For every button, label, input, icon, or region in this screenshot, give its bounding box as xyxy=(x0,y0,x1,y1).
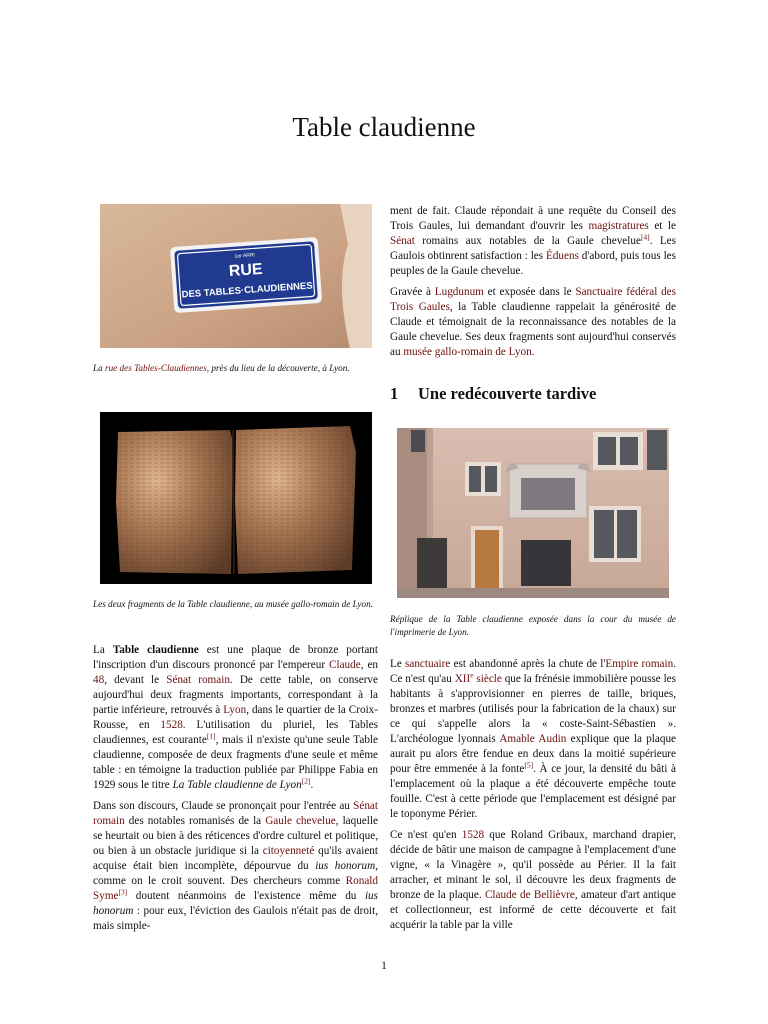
footnote-ref-4[interactable]: [4] xyxy=(640,232,650,242)
figure-caption-street-sign: La rue des Tables-Claudiennes, près du lieu de la découverte, à Lyon. xyxy=(93,363,350,373)
street-sign-photo xyxy=(100,204,372,348)
link-senat[interactable]: Sénat xyxy=(390,235,415,247)
footnote-ref-1[interactable]: [1] xyxy=(206,731,216,741)
link-claude[interactable]: Claude xyxy=(329,659,361,671)
link-magistratures[interactable]: magistratures xyxy=(588,220,649,232)
figure-street-sign xyxy=(100,204,372,348)
paragraph-discours: Dans son discours, Claude se prononçait pour l'entrée au Sénat romain des notables romanisés de la Gaule chevelue, laquelle se heurtait ou bien à des réticences d'ordre culturel et politique, ou bien à un obstacle juridique si la citoyenneté qu'ils avaient acquise était bien incomplète, dépourvue du ius honorum, comme on le croit souvent. Des chercheurs comme Ronald Syme[3] doutent néanmoins de l'existence même du ius honorum : pour eux, l'éviction des Gaulois n'était pas de droit, mais simple- xyxy=(93,800,379,932)
link-ronald-syme[interactable]: Ronald Syme xyxy=(93,875,378,902)
link-eduens[interactable]: Éduens xyxy=(546,250,579,262)
sign-line-sub: DES TABLES·CLAUDIENNES xyxy=(181,280,313,301)
link-musee-gallo-romain[interactable]: musée gallo-romain de Lyon xyxy=(403,346,532,358)
figure-caption-courtyard: Réplique de la Table claudienne exposée dans la cour du musée de l'imprimerie de Lyon. xyxy=(390,614,676,637)
left-column xyxy=(93,643,378,940)
page-title: Table claudienne xyxy=(292,112,476,142)
sign-line-small: 1er ARRt xyxy=(234,252,256,260)
footnote-ref-5[interactable]: [5] xyxy=(524,760,534,770)
link-senat-romain-2[interactable]: Sénat romain xyxy=(93,800,378,827)
link-lugdunum[interactable]: Lugdunum xyxy=(434,286,484,298)
footnote-ref-3[interactable]: [3] xyxy=(118,887,128,897)
section-heading xyxy=(390,384,680,404)
link-amable-audin[interactable]: Amable Audin xyxy=(499,733,567,745)
link-xiie-siecle[interactable]: XIIe siècle xyxy=(454,670,502,685)
right-column-bottom xyxy=(390,657,676,939)
page-number: 1 xyxy=(381,960,387,972)
figure-courtyard xyxy=(397,428,669,598)
link-1528-2[interactable]: 1528 xyxy=(461,829,485,841)
paragraph-gravee: Gravée à Lugdunum et exposée dans le Sanctuaire fédéral des Trois Gaules, la Table claudienne rappelait la générosité de Claude et témoignait de la reconnaissance des notables de la Gaule chevelue. Ses deux fragments sont aujourd'hui conservés au musée gallo-romain de Lyon. xyxy=(390,286,676,358)
link-48[interactable]: 48 xyxy=(93,674,105,686)
section-number: 1 xyxy=(390,384,399,403)
footnote-ref-2[interactable]: [2] xyxy=(301,776,311,786)
link-claude-de-bellievre[interactable]: Claude de Bellièvre xyxy=(484,889,575,901)
link-sanctuaire-federal[interactable]: Sanctuaire fédéral des Trois Gaules xyxy=(390,286,676,313)
link-sanctuaire[interactable]: sanctuaire xyxy=(405,658,451,670)
bronze-table-photo xyxy=(100,412,372,584)
figure-bronze-table xyxy=(100,412,372,584)
link-rue-tables-claudiennes[interactable]: rue des Tables-Claudiennes xyxy=(105,363,207,373)
figure-caption-bronze-table: Les deux fragments de la Table claudienne, au musée gallo-romain de Lyon. xyxy=(93,599,373,609)
link-citoyennete[interactable]: citoyenneté xyxy=(262,845,315,857)
paragraph-intro: La Table claudienne est une plaque de bronze portant l'inscription d'un discours prononcé par l'empereur Claude, en 48, devant le Sénat romain. De cette table, on conserve aujourd'hui deux fragments importants, correspondant à la partie inférieure, retrouvés à Lyon, dans le quartier de la Croix-Rousse, en 1528. L'utilisation du pluriel, les Tables claudiennes, est courante[1], mais il n'existe qu'une seule Table claudienne, composée de deux fragments d'une seule et même table : en témoigne la traduction publiée par Philippe Fabia en 1929 sous le titre La Table claudienne de Lyon[2]. xyxy=(93,644,379,791)
sign-line-big: RUE xyxy=(228,260,264,281)
section-title: Une redécouverte tardive xyxy=(418,384,597,403)
paragraph-gribaux: Ce n'est qu'en 1528 que Roland Gribaux, marchand drapier, décide de bâtir une maison de campagne à l'emplacement d'une vigne, « la Vinagère », qu'il possède au Périer. Il la fait arracher, et minant le sol, il découvre les deux fragments de bronze de la plaque. Claude de Bellièvre, amateur d'art antique et collectionneur, est informé de cette découverte et fait acquérir la table par la ville xyxy=(390,829,676,931)
link-gaule-chevelue[interactable]: Gaule chevelue xyxy=(265,815,336,827)
courtyard-photo xyxy=(397,428,669,598)
link-empire-romain[interactable]: Empire romain xyxy=(605,658,674,670)
link-1528[interactable]: 1528 xyxy=(160,719,183,731)
link-lyon[interactable]: Lyon xyxy=(223,704,247,716)
link-senat-romain[interactable]: Sénat romain xyxy=(166,674,230,686)
paragraph-requete: ment de fait. Claude répondait à une requête du Conseil des Trois Gaules, lui demandant d'ouvrir les magistratures et le Sénat romains aux notables de la Gaule chevelue[4]. Les Gaulois obtinrent satisfaction : les Éduens d'abord, puis tous les peuples de la Gaule chevelue. xyxy=(390,205,676,277)
right-column-top xyxy=(390,204,676,366)
paragraph-sanctuaire: Le sanctuaire est abandonné après la chute de l'Empire romain. Ce n'est qu'au XIIe siècle que la frénésie immobilière pousse les habitants à s'approvisionner en pierres de taille, briques, bronzes et marbres (utilisés pour la fabrication de la chaux) sur ce qui s'appelle alors la « coste-Saint-Sébastien ». L'archéologue lyonnais Amable Audin explique que la plaque aurait pu alors être fendue en deux dans la moitié supérieure pour être emmenée à la fonte[5]. À ce jour, la densité du bâti à l'emplacement où la plaque a été découverte empêche toute fouille. C'est à cette période que l'emplacement est désigné par le toponyme Périer. xyxy=(390,658,676,820)
